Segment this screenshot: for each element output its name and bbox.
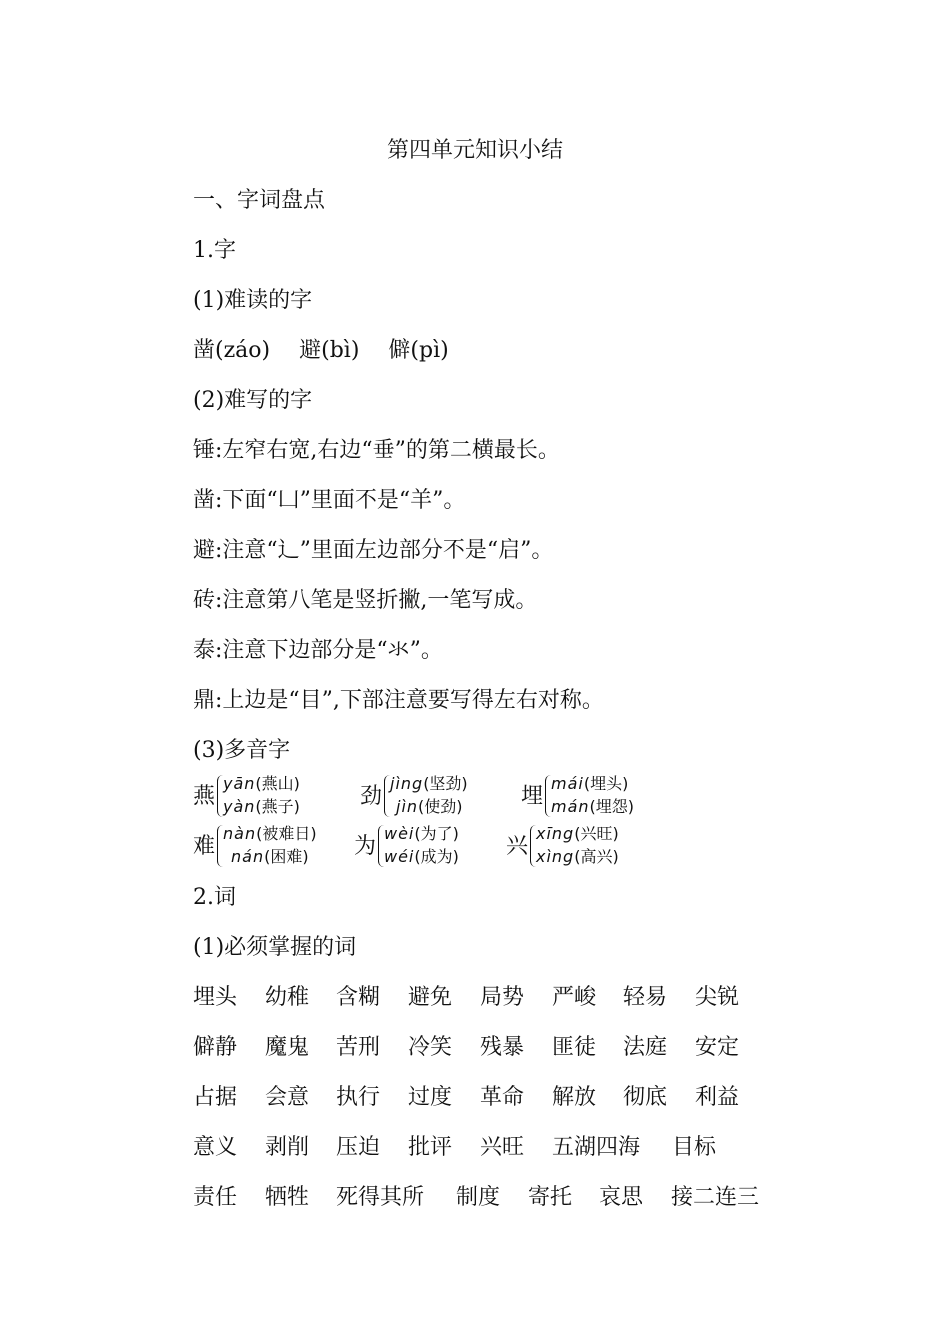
word: 过度: [408, 1085, 453, 1110]
word: 法庭: [623, 1035, 668, 1060]
word: 冷笑: [408, 1035, 453, 1060]
pinyin: jìn: [396, 797, 419, 816]
word: 执行: [336, 1085, 381, 1110]
word: 会意: [265, 1085, 310, 1110]
word: 苦刑: [336, 1035, 381, 1060]
word: 占据: [193, 1085, 238, 1110]
example-word: (困难): [264, 847, 309, 866]
pinyin: nàn: [223, 824, 257, 843]
word: 目标: [672, 1135, 717, 1160]
example-word: (被难日): [256, 824, 317, 843]
word: 兴旺: [480, 1135, 525, 1160]
pinyin: mán: [551, 797, 590, 816]
polyphone-char: 难: [193, 834, 216, 859]
example-word: (埋头): [583, 774, 629, 793]
page-title: 第四单元知识小结: [386, 138, 563, 163]
word: 安定: [695, 1035, 740, 1060]
pinyin: wéi: [384, 847, 415, 866]
example-word: (高兴): [574, 847, 619, 866]
example-word: (使劲): [418, 797, 463, 816]
pinyin: mái: [551, 774, 584, 793]
hard-read-item: 避(bì): [299, 338, 360, 363]
example-word: (兴旺): [574, 824, 619, 843]
pinyin: xìng: [536, 847, 575, 866]
word: 牺牲: [265, 1185, 310, 1210]
hard-write-heading: (2)难写的字: [193, 388, 313, 413]
subsection-heading-words: 2.词: [193, 885, 236, 910]
word: 幼稚: [265, 985, 310, 1010]
hard-read-item: 僻(pì): [388, 338, 449, 363]
word: 哀思: [599, 1185, 644, 1210]
must-words-heading: (1)必须掌握的词: [193, 935, 357, 960]
polyphone-char: 埋: [521, 784, 544, 809]
word: 含糊: [336, 985, 381, 1010]
word: 意义: [193, 1135, 238, 1160]
word: 埋头: [193, 985, 238, 1010]
polyphone-char: 兴: [506, 834, 529, 859]
pinyin: xīng: [536, 824, 575, 843]
example-word: (成为): [414, 847, 459, 866]
word: 接二连三: [671, 1185, 760, 1210]
word: 匪徒: [552, 1035, 597, 1060]
example-word: (为了): [414, 824, 459, 843]
polyphone-char: 燕: [193, 784, 216, 809]
hard-read-heading: (1)难读的字: [193, 288, 313, 313]
word: 革命: [480, 1085, 525, 1110]
word: 压迫: [336, 1135, 381, 1160]
hard-write-item: 泰:注意下边部分是“氺”。: [193, 638, 443, 663]
word: 利益: [695, 1085, 740, 1110]
word: 残暴: [480, 1035, 525, 1060]
pinyin: yàn: [223, 797, 256, 816]
word: 严峻: [552, 985, 597, 1010]
hard-write-item: 砖:注意第八笔是竖折撇,一笔写成。: [193, 588, 538, 613]
hard-write-item: 锤:左窄右宽,右边“垂”的第二横最长。: [193, 438, 560, 463]
pinyin: yān: [223, 774, 256, 793]
word: 尖锐: [695, 985, 740, 1010]
word: 僻静: [193, 1035, 238, 1060]
hard-write-item: 鼎:上边是“目”,下部注意要写得左右对称。: [193, 688, 604, 713]
section-heading: 一、字词盘点: [193, 188, 326, 213]
word: 制度: [456, 1185, 501, 1210]
pinyin: jìng: [390, 774, 424, 793]
word: 避免: [408, 985, 453, 1010]
example-word: (坚劲): [423, 774, 468, 793]
word: 批评: [408, 1135, 453, 1160]
hard-read-list: [193, 334, 471, 368]
word: 五湖四海: [552, 1135, 641, 1160]
subsection-heading-characters: 1.字: [193, 238, 236, 263]
example-word: (燕山): [255, 774, 300, 793]
word: 剥削: [265, 1135, 310, 1160]
word: 轻易: [623, 985, 668, 1010]
polyphone-heading: (3)多音字: [193, 738, 291, 763]
example-word: (燕子): [255, 797, 300, 816]
word: 死得其所: [336, 1185, 425, 1210]
pinyin: nán: [231, 847, 265, 866]
word: 彻底: [623, 1085, 668, 1110]
word: 责任: [193, 1185, 238, 1210]
example-word: (埋怨): [589, 797, 635, 816]
word: 寄托: [528, 1185, 573, 1210]
polyphone-char: 为: [354, 834, 377, 859]
hard-write-item: 避:注意“辶”里面左边部分不是“启”。: [193, 538, 554, 563]
hard-read-item: 凿(záo): [193, 338, 271, 363]
hard-write-item: 凿:下面“凵”里面不是“羊”。: [193, 488, 466, 513]
pinyin: wèi: [384, 824, 415, 843]
polyphone-char: 劲: [360, 784, 383, 809]
word: 局势: [480, 985, 525, 1010]
word: 魔鬼: [265, 1035, 310, 1060]
word: 解放: [552, 1085, 597, 1110]
